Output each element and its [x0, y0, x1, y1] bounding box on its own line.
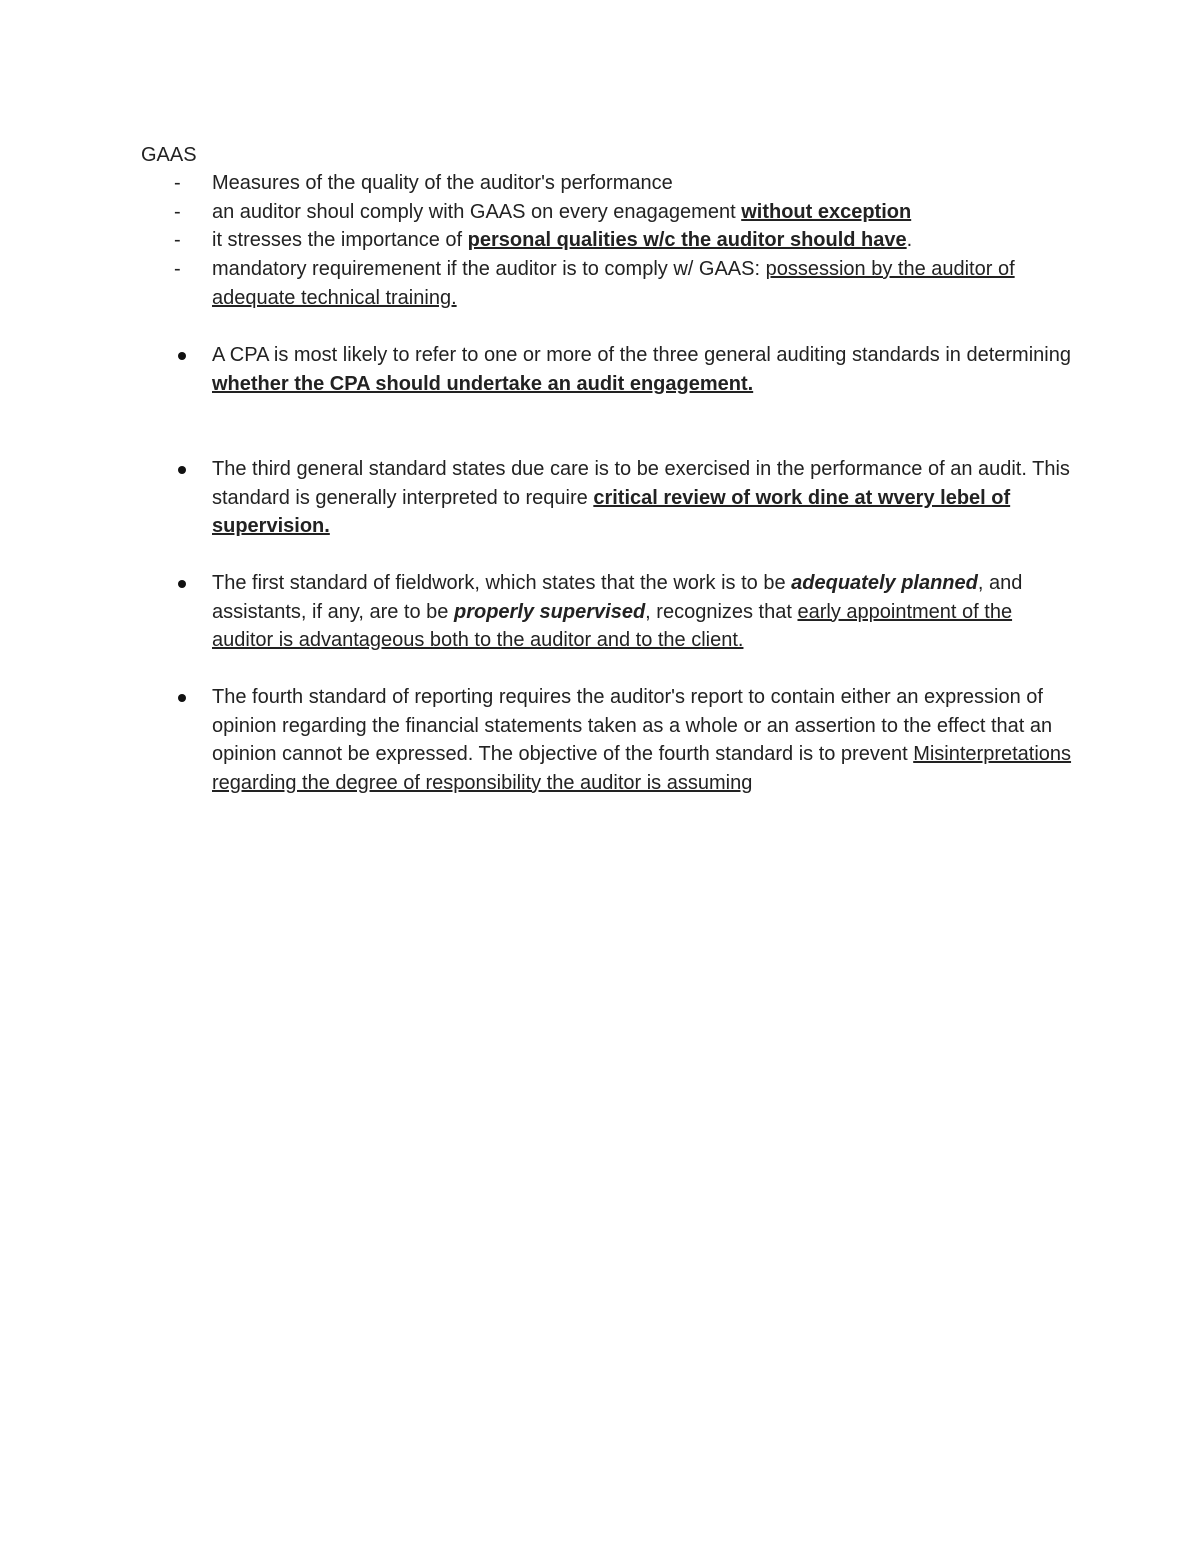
dash-item-3-text: it stresses the importance of [212, 229, 468, 251]
dash-item-4-underlined: possession by the auditor of adequate technical training. [212, 258, 1015, 309]
bullet-item-3-emphasis-1: adequately planned [791, 572, 978, 594]
bullet-item-2 [212, 455, 1072, 541]
dash-item-1-text: Measures of the quality of the auditor's performance [212, 172, 673, 194]
dash-item-3 [174, 226, 1072, 255]
bullet-item-1-emphasis: whether the CPA should undertake an audit engagement. [212, 372, 754, 395]
dash-item-3-emphasis: personal qualities w/c the auditor should have [467, 229, 907, 251]
dash-marker: - [174, 172, 181, 194]
dash-item-4 [174, 255, 1072, 312]
bullet-dot-icon [178, 352, 186, 360]
dash-item-3-tail: . [906, 229, 913, 251]
bullet-dot-icon [178, 466, 186, 474]
dash-item-2-emphasis: without exception [741, 201, 912, 223]
bullet-item-1 [212, 341, 1072, 398]
bullet-dot-icon [178, 580, 186, 588]
bullet-item-3-emphasis-2: properly supervised [453, 600, 646, 623]
bullet-item-4-underlined: Misinterpretations regarding the degree of responsibility the auditor is assuming [212, 743, 1072, 794]
heading-gaas: GAAS [141, 144, 197, 166]
bullet-item-3-text: The first standard of fieldwork, which states that the work is to be [212, 572, 792, 594]
dash-item-2-text: an auditor shoul comply with GAAS on every enagagement [212, 201, 742, 223]
bullet-item-3-underlined: early appointment of the auditor is advantageous both to the auditor and to the client. [212, 600, 1013, 652]
bullet-dot-icon [178, 694, 186, 702]
bullet-item-4-text: The fourth standard of reporting requires the auditor's report to contain either an expression of opinion regarding the financial statements taken as a whole or an assertion to the effect that an opinion cannot be expressed. The objective of the fourth standard is to prevent [212, 686, 1053, 766]
dash-marker: - [174, 258, 181, 280]
dash-marker: - [174, 229, 181, 251]
bullet-item-1-text: A CPA is most likely to refer to one or more of the three general auditing standards in determining [212, 344, 1071, 366]
dash-item-2 [174, 198, 1072, 227]
dash-item-1 [174, 169, 1072, 198]
bullet-item-2-emphasis: critical review of work dine at wvery lebel of supervision. [212, 486, 1011, 538]
dash-item-4-text: mandatory requiremenent if the auditor is to comply w/ GAAS: [212, 258, 766, 280]
bullet-item-3 [212, 569, 1072, 655]
bullet-item-4 [212, 683, 1072, 797]
bullet-item-2-text: The third general standard states due care is to be exercised in the performance of an audit. This standard is generally interpreted to require [212, 458, 1070, 509]
dash-marker: - [174, 201, 181, 223]
bullet-item-3-text-3: , recognizes that [645, 600, 798, 623]
bullet-item-3-text-2: , and assistants, if any, are to be [212, 572, 1023, 623]
